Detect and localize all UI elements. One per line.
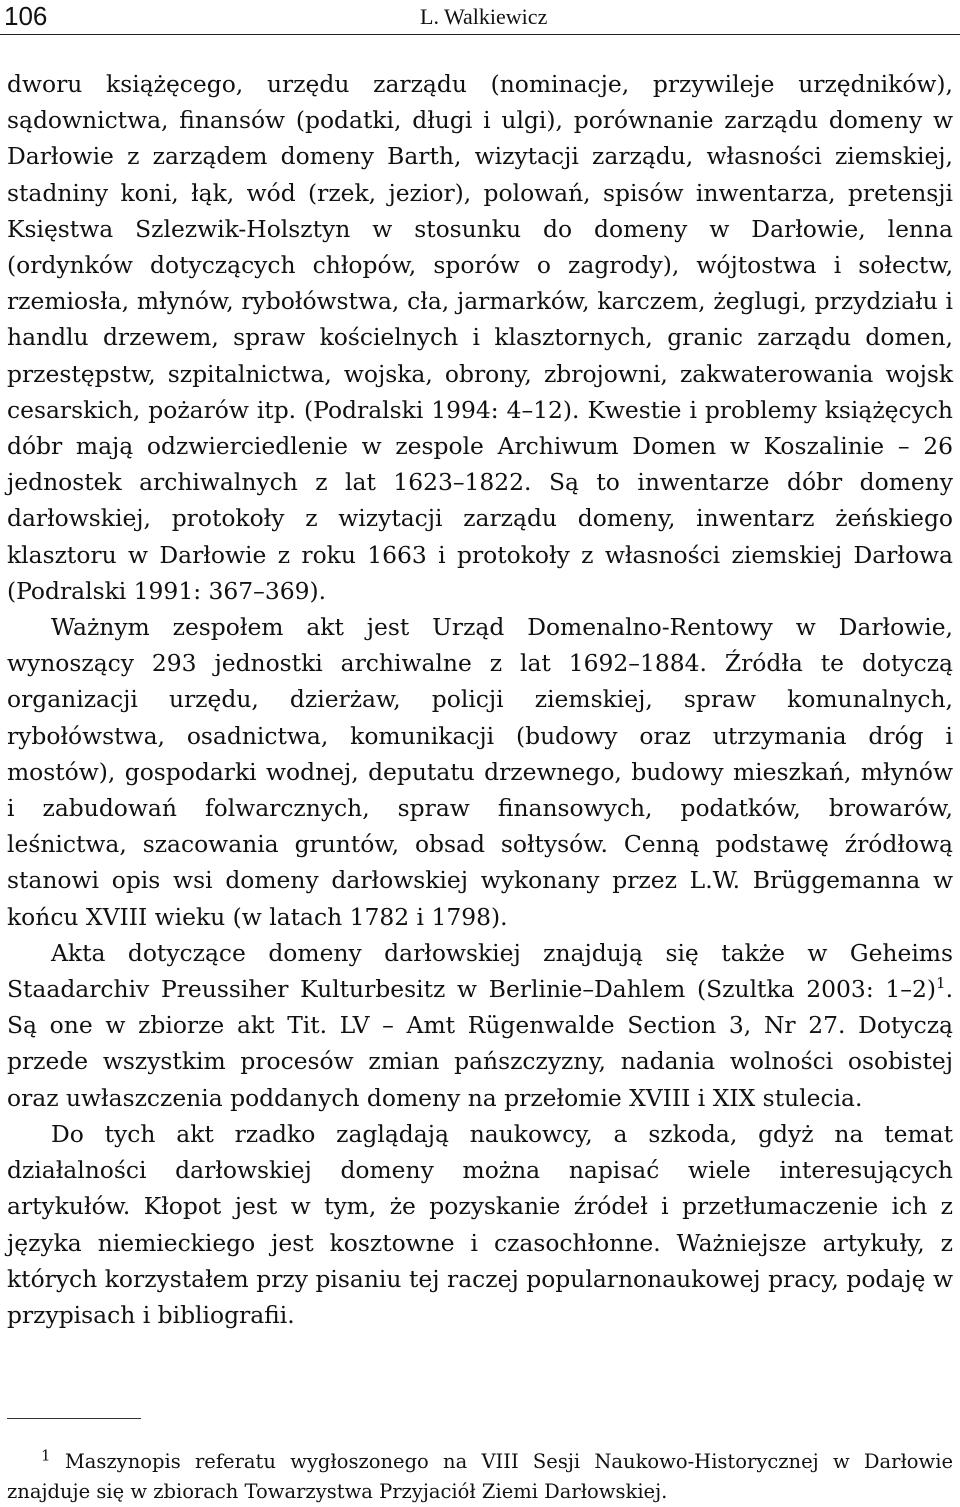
page-number: 106	[4, 1, 48, 31]
body-text	[7, 66, 953, 1333]
footnote-number: 1	[41, 1446, 51, 1465]
paragraph-3-end: . Są one w zbiorze akt Tit. LV – Amt Rügenwalde Section 3, Nr 27. Dotyczą przede wszystkim procesów zmian pańszczyzny, nadania wolności osobistej oraz uwłaszczenia poddanych domeny na przełomie XVIII i XIX stulecia.	[7, 975, 953, 1112]
footnote-separator	[7, 1418, 141, 1419]
running-author: L. Walkiewicz	[420, 4, 548, 29]
footnote-reference[interactable]: 1	[936, 974, 946, 993]
footnote	[7, 1447, 953, 1507]
footnote-text: Maszynopis referatu wygłoszonego na VIII Sesji Naukowo-Historycznej w Darłowie znajduje się w zbiorach Towarzystwa Przyjaciół Ziemi Darłowskiej.	[7, 1450, 953, 1503]
header-rule	[0, 34, 960, 35]
paragraph-3-start: Akta dotyczące domeny darłowskiej znajdują się także w Geheims Staadarchiv Preussiher Kulturbesitz w Berlinie–Dahlem (Szultka 2003: 1–2)	[7, 938, 953, 1004]
running-header	[0, 0, 960, 34]
paragraph-3	[7, 935, 953, 1116]
paragraph-4: Do tych akt rzadko zaglądają naukowcy, a szkoda, gdyż na temat działalności darłowskiej domeny można napisać wiele interesujących artykułów. Kłopot jest w tym, że pozyskanie źródeł i przetłumaczenie ich z języka niemieckiego jest kosztowne i czasochłonne. Ważniejsze artykuły, z których korzystałem przy pisaniu tej raczej popularnonaukowej pracy, podaję w przypisach i bibliografii.	[7, 1119, 953, 1329]
paragraph-2: Ważnym zespołem akt jest Urząd Domenalno-Rentowy w Darłowie, wynoszący 293 jednostki archiwalne z lat 1692–1884. Źródła te dotyczą organizacji urzędu, dzierżaw, policji ziemskiej, spraw komunalnych, rybołówstwa, osadnictwa, komunikacji (budowy oraz utrzymania dróg i mostów), gospodarki wodnej, deputatu drzewnego, budowy mieszkań, młynów i zabudowań folwarcznych, spraw finansowych, podatków, browarów, leśnictwa, szacowania gruntów, obsad sołtysów. Cenną podstawę źródłową stanowi opis wsi domeny darłowskiej wykonany przez L.W. Brüggemanna w końcu XVIII wieku (w latach 1782 i 1798).	[7, 613, 953, 931]
paragraph-1: dworu książęcego, urzędu zarządu (nominacje, przywileje urzędników), sądownictwa, finansów (podatki, długi i ulgi), porównanie zarządu domeny w Darłowie z zarządem domeny Barth, wizytacji zarządu, własności ziemskiej, stadniny koni, łąk, wód (rzek, jezior), polowań, spisów inwentarza, pretensji Księstwa Szlezwik-Holsztyn w stosunku do domeny w Darłowie, lenna (ordynków dotyczących chłopów, sporów o zagrody), wójtostwa i sołectw, rzemiosła, młynów, rybołówstwa, cła, jarmarków, karczem, żeglugi, przydziału i handlu drzewem, spraw kościelnych i klasztornych, granic zarządu domen, przestępstw, szpitalnictwa, wojska, obrony, zbrojowni, zakwaterowania wojsk cesarskich, pożarów itp. (Podralski 1994: 4–12). Kwestie i problemy książęcych dóbr mają odzwierciedlenie w zespole Archiwum Domen w Koszalinie – 26 jednostek archiwalnych z lat 1623–1822. Są to inwentarze dóbr domeny darłowskiej, protokoły z wizytacji zarządu domeny, inwentarz żeńskiego klasztoru w Darłowie z roku 1663 i protokoły z własności ziemskiej Darłowa (Podralski 1991: 367–369).	[7, 70, 953, 605]
